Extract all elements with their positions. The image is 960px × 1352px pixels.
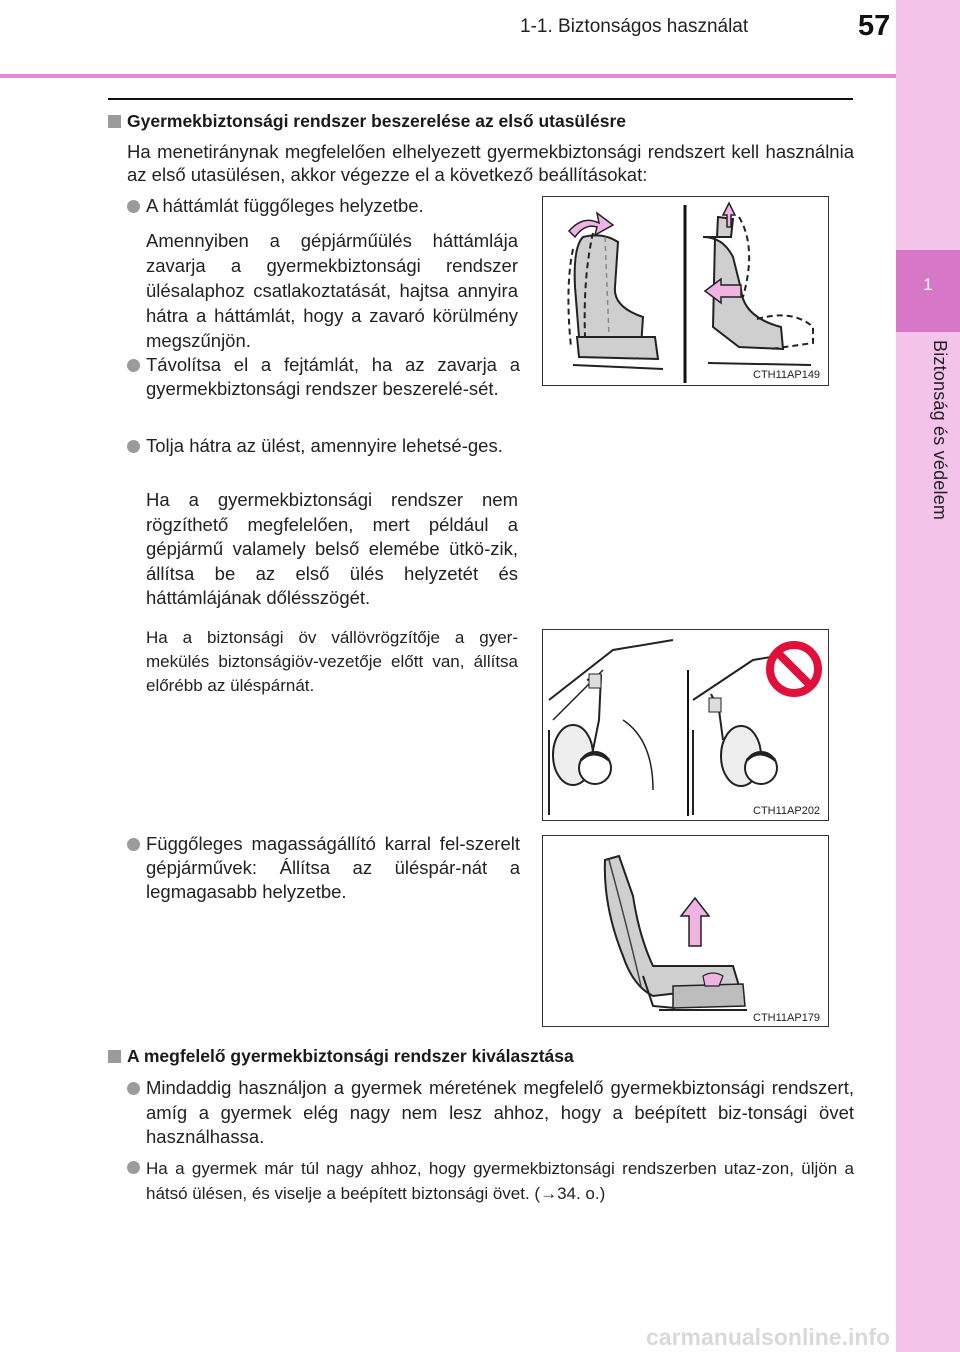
- chapter-title: Biztonság és védelem: [930, 340, 950, 521]
- note-text: Ha a biztonsági öv vállövrögzítője a gyer-mekülés biztonságiöv-vezetője előtt van, állítsa előrébb az üléspárnát.: [146, 628, 518, 695]
- bullet-text: Függőleges magasságállító karral fel-szerelt gépjárművek: Állítsa az üléspár-nát a legmagasabb helyzetbe.: [146, 833, 520, 902]
- bullet-text: A háttámlát függőleges helyzetbe.: [146, 195, 424, 216]
- bullet-text: Tolja hátra az ülést, amennyire lehetsé-ges.: [146, 435, 503, 456]
- header-rule: [0, 74, 896, 78]
- section-heading: [108, 111, 858, 132]
- bullet-icon: [127, 838, 140, 851]
- figure-seat-backrest: [542, 196, 829, 386]
- bullet-icon: [127, 1082, 140, 1095]
- bullet-text: Ha a gyermek már túl nagy ahhoz, hogy gyermekbiztonsági rendszerben utaz-zon, üljön a hátsó ülésen, és viselje a beépített biztonsági övet. (→34. o.): [146, 1159, 854, 1203]
- bullet-detail: Amennyiben a gépjárműülés háttámlája zavarja a gyermekbiztonsági rendszer ülésalaphoz csatlakoztatását, hajtsa annyira hátra a háttámlát, hogy a zavaró körülmény megszűnjön.: [146, 230, 518, 351]
- figure-seat-height: [542, 835, 829, 1027]
- figure-caption: CTH11AP202: [753, 805, 821, 817]
- figure-shoulder-belt: [542, 629, 829, 821]
- bullet-text: Mindaddig használjon a gyermek méretének megfelelő gyermekbiztonsági rendszert, amíg a gyermek elég nagy nem lesz ahhoz, hogy a beépített biz-tonsági övet használhassa.: [146, 1077, 854, 1147]
- intro-paragraph: Ha menetiránynak megfelelően elhelyezett gyermekbiztonsági rendszert kell használnia az első utasülésen, akkor végezze el a következő beállításokat:: [127, 141, 854, 185]
- section-heading-text: Gyermekbiztonsági rendszer beszerelése az első utasülésre: [127, 111, 626, 131]
- prohibition-icon: [765, 640, 823, 698]
- section-title: 1-1. Biztonságos használat: [520, 16, 749, 37]
- content-top-rule: [108, 98, 853, 100]
- section-heading-text: A megfelelő gyermekbiztonsági rendszer kiválasztása: [127, 1046, 574, 1066]
- bullet-icon: [127, 200, 140, 213]
- figure-caption: CTH11AP179: [753, 1012, 821, 1024]
- square-bullet-icon: [108, 115, 121, 128]
- watermark: carmanualsonline.info: [646, 1324, 891, 1350]
- page-number: 57: [858, 10, 891, 42]
- chapter-sidebar: [896, 0, 960, 1352]
- square-bullet-icon: [108, 1050, 121, 1063]
- bullet-detail: Ha a gyermekbiztonsági rendszer nem rögzíthető megfelelően, mert például a gépjármű valamely belső elemébe ütkö-zik, állítsa be az első ülés helyzetét és háttámlájának dőlésszögét.: [146, 489, 518, 608]
- seat-backrest-illustration: [543, 197, 828, 385]
- figure-caption: CTH11AP149: [753, 369, 821, 381]
- bullet-icon: [127, 440, 140, 453]
- chapter-number: 1: [896, 250, 960, 332]
- seat-height-illustration: [543, 836, 828, 1026]
- bullet-icon: [127, 1161, 140, 1174]
- bullet-text: Távolítsa el a fejtámlát, ha az zavarja a gyermekbiztonsági rendszer beszerelé-sét.: [146, 354, 520, 399]
- bullet-icon: [127, 359, 140, 372]
- section-heading: [108, 1046, 858, 1067]
